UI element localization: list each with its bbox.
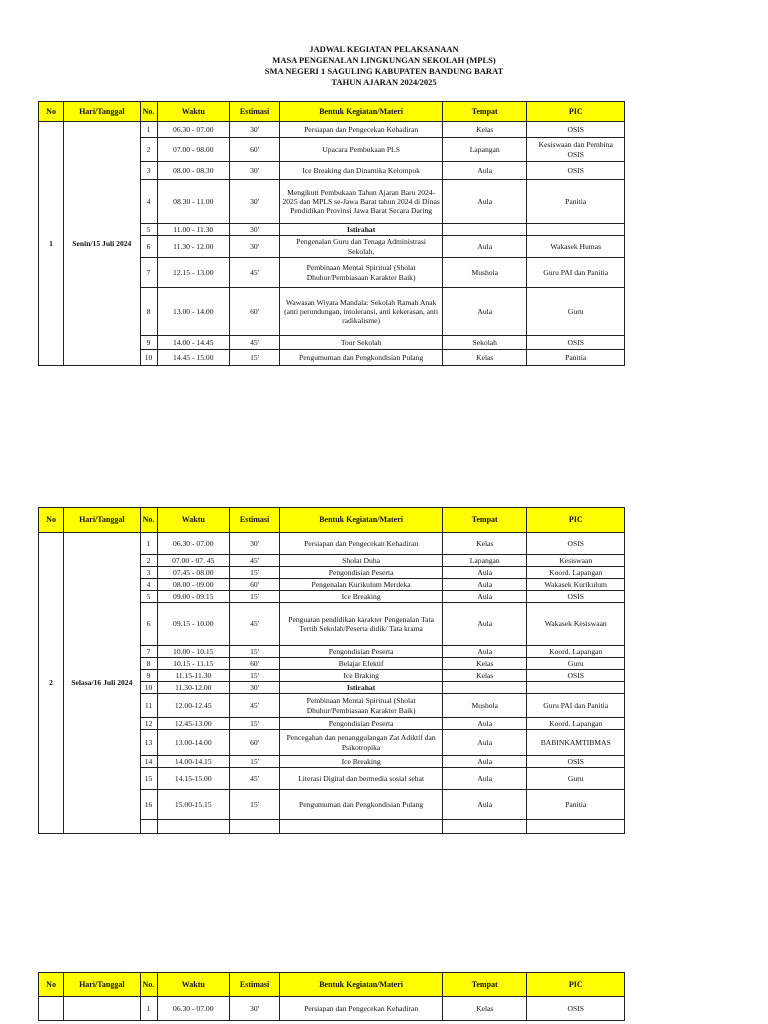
table-row bbox=[39, 122, 625, 138]
row-number: 2 bbox=[140, 555, 157, 567]
duration: 60' bbox=[229, 138, 279, 162]
time-range: 14.00 - 14.45 bbox=[157, 336, 229, 350]
empty-cell bbox=[527, 820, 625, 834]
duration: 60' bbox=[229, 658, 279, 670]
row-number: 15 bbox=[140, 768, 157, 790]
activity: Pengenalan Guru dan Tenaga Administrasi Sekolah, bbox=[280, 236, 443, 258]
location: Lapangan bbox=[443, 555, 527, 567]
person-in-charge: Guru bbox=[527, 768, 625, 790]
person-in-charge bbox=[527, 224, 625, 236]
time-range: 11.15-11.30 bbox=[157, 670, 229, 682]
header-kegiatan: Bentuk Kegiatan/Materi bbox=[280, 508, 443, 533]
row-number: 4 bbox=[140, 180, 157, 224]
person-in-charge: OSIS bbox=[527, 997, 625, 1021]
activity: Pengenalan Kurikulum Merdeka bbox=[280, 579, 443, 591]
day-date: Selasa/16 Juli 2024 bbox=[64, 533, 140, 834]
location bbox=[443, 224, 527, 236]
row-number: 8 bbox=[140, 658, 157, 670]
activity: Istirahat bbox=[280, 682, 443, 694]
person-in-charge: Wakasek Kurikulum bbox=[527, 579, 625, 591]
person-in-charge: Koord. Lapangan bbox=[527, 567, 625, 579]
time-range: 13.00-14.00 bbox=[157, 730, 229, 756]
activity: Literasi Digital dan bermedia sosial sehat bbox=[280, 768, 443, 790]
time-range: 10.15 - 11.15 bbox=[157, 658, 229, 670]
duration: 15' bbox=[229, 756, 279, 768]
location: Kelas bbox=[443, 670, 527, 682]
duration: 15' bbox=[229, 591, 279, 603]
row-number: 9 bbox=[140, 670, 157, 682]
activity: Pengumuman dan Pengkondisian Pulang bbox=[280, 350, 443, 366]
row-number: 11 bbox=[140, 694, 157, 718]
duration: 45' bbox=[229, 336, 279, 350]
location: Kelas bbox=[443, 997, 527, 1021]
duration: 30' bbox=[229, 682, 279, 694]
activity: Pembinaan Mentai Spiritual (Sholat Dhuhur/Pembiasaan Karakter Baik) bbox=[280, 694, 443, 718]
day-date bbox=[64, 997, 140, 1021]
duration: 45' bbox=[229, 555, 279, 567]
duration: 30' bbox=[229, 224, 279, 236]
activity: Ice Breaking bbox=[280, 756, 443, 768]
time-range: 11.30 - 12.00 bbox=[157, 236, 229, 258]
header-pic: PIC bbox=[527, 973, 625, 997]
row-number: 4 bbox=[140, 579, 157, 591]
header-no: No bbox=[39, 508, 64, 533]
activity: Ice Braking bbox=[280, 670, 443, 682]
row-number: 13 bbox=[140, 730, 157, 756]
title-line-2: MASA PENGENALAN LINGKUNGAN SEKOLAH (MPLS) bbox=[272, 55, 496, 65]
location: Aula bbox=[443, 790, 527, 820]
row-number: 1 bbox=[140, 122, 157, 138]
header-kegiatan: Bentuk Kegiatan/Materi bbox=[280, 973, 443, 997]
activity: Ice Breaking bbox=[280, 591, 443, 603]
person-in-charge: Guru bbox=[527, 658, 625, 670]
person-in-charge: OSIS bbox=[527, 122, 625, 138]
header-nr: No. bbox=[140, 973, 157, 997]
header-kegiatan: Bentuk Kegiatan/Materi bbox=[280, 102, 443, 122]
duration: 30' bbox=[229, 180, 279, 224]
row-number: 7 bbox=[140, 258, 157, 288]
time-range: 09.00 - 09.15 bbox=[157, 591, 229, 603]
location: Kelas bbox=[443, 122, 527, 138]
location: Sekolah bbox=[443, 336, 527, 350]
location: Aula bbox=[443, 567, 527, 579]
table-header-row bbox=[39, 973, 625, 997]
row-number: 6 bbox=[140, 603, 157, 646]
duration: 15' bbox=[229, 670, 279, 682]
header-estimasi: Estimasi bbox=[229, 973, 279, 997]
person-in-charge: OSIS bbox=[527, 162, 625, 180]
activity: Pengondisian Peserta bbox=[280, 718, 443, 730]
time-range: 12.45-13.00 bbox=[157, 718, 229, 730]
empty-cell bbox=[280, 820, 443, 834]
duration: 60' bbox=[229, 288, 279, 336]
location: Aula bbox=[443, 756, 527, 768]
person-in-charge: Guru PAI dan Panitia bbox=[527, 694, 625, 718]
activity: Pengondisian Peserta bbox=[280, 567, 443, 579]
time-range: 14.15-15.00 bbox=[157, 768, 229, 790]
activity: Pengondisian Peserta bbox=[280, 646, 443, 658]
header-waktu: Waktu bbox=[157, 102, 229, 122]
activity: Pembinaan Mentai Spiritual (Sholat Dhuhur/Pembiasaan Karakter Baik) bbox=[280, 258, 443, 288]
time-range: 09.15 - 10.00 bbox=[157, 603, 229, 646]
header-tempat: Tempat bbox=[443, 102, 527, 122]
header-nr: No. bbox=[140, 508, 157, 533]
header-estimasi: Estimasi bbox=[229, 508, 279, 533]
duration: 60' bbox=[229, 730, 279, 756]
activity: Pencegahan dan penanggulangan Zat Adiktif dan Psikotropika bbox=[280, 730, 443, 756]
empty-cell bbox=[140, 820, 157, 834]
person-in-charge: Panitia bbox=[527, 790, 625, 820]
duration: 15' bbox=[229, 350, 279, 366]
time-range: 08.00 - 08.30 bbox=[157, 162, 229, 180]
day-number bbox=[39, 997, 64, 1021]
table-header-row bbox=[39, 508, 625, 533]
title-line-4: TAHUN AJARAN 2024/2025 bbox=[331, 77, 437, 87]
location: Kelas bbox=[443, 350, 527, 366]
time-range: 14.00-14.15 bbox=[157, 756, 229, 768]
row-number: 2 bbox=[140, 138, 157, 162]
row-number: 3 bbox=[140, 162, 157, 180]
person-in-charge: Koord. Lapangan bbox=[527, 646, 625, 658]
duration: 30' bbox=[229, 997, 279, 1021]
table-header-row bbox=[39, 102, 625, 122]
activity: Persiapan dan Pengecekan Kehadiran bbox=[280, 997, 443, 1021]
person-in-charge: OSIS bbox=[527, 591, 625, 603]
header-pic: PIC bbox=[527, 102, 625, 122]
day-date: Senin/15 Juli 2024 bbox=[64, 122, 140, 366]
duration: 45' bbox=[229, 258, 279, 288]
location: Aula bbox=[443, 768, 527, 790]
row-number: 3 bbox=[140, 567, 157, 579]
row-number: 1 bbox=[140, 997, 157, 1021]
duration: 30' bbox=[229, 162, 279, 180]
header-day: Hari/Tanggal bbox=[64, 973, 140, 997]
row-number: 10 bbox=[140, 682, 157, 694]
duration: 60' bbox=[229, 579, 279, 591]
location: Aula bbox=[443, 646, 527, 658]
header-estimasi: Estimasi bbox=[229, 102, 279, 122]
location: Lapangan bbox=[443, 138, 527, 162]
location: Mushola bbox=[443, 694, 527, 718]
time-range: 06.30 - 07.00 bbox=[157, 122, 229, 138]
row-number: 10 bbox=[140, 350, 157, 366]
row-number: 1 bbox=[140, 533, 157, 555]
row-number: 5 bbox=[140, 591, 157, 603]
row-number: 9 bbox=[140, 336, 157, 350]
duration: 15' bbox=[229, 646, 279, 658]
time-range: 15.00-15.15 bbox=[157, 790, 229, 820]
person-in-charge: Kesiswaan dan Pembina OSIS bbox=[527, 138, 625, 162]
schedule-table-day-3 bbox=[38, 972, 625, 1021]
activity: Wawasan Wiyata Mandala: Sekolah Ramah Anak (anti perundungan, intoleransi, anti kekerasan, anti radikalisme) bbox=[280, 288, 443, 336]
time-range: 07.00 - 07. 45 bbox=[157, 555, 229, 567]
header-day: Hari/Tanggal bbox=[64, 508, 140, 533]
document-title bbox=[0, 44, 768, 88]
activity: Tour Sekolah bbox=[280, 336, 443, 350]
schedule-table-day-2 bbox=[38, 507, 625, 834]
header-nr: No. bbox=[140, 102, 157, 122]
title-line-1: JADWAL KEGIATAN PELAKSANAAN bbox=[309, 44, 459, 54]
activity: Upacara Pembukaan PLS bbox=[280, 138, 443, 162]
duration: 45' bbox=[229, 694, 279, 718]
time-range: 12.00-12.45 bbox=[157, 694, 229, 718]
header-waktu: Waktu bbox=[157, 973, 229, 997]
row-number: 12 bbox=[140, 718, 157, 730]
location: Aula bbox=[443, 591, 527, 603]
activity: Persiapan dan Pengecekan Kehadiran bbox=[280, 122, 443, 138]
time-range: 11.30-12.00 bbox=[157, 682, 229, 694]
location: Mushola bbox=[443, 258, 527, 288]
activity: Ice Breaking dan Dinamika Kelompok bbox=[280, 162, 443, 180]
duration: 30' bbox=[229, 533, 279, 555]
person-in-charge: OSIS bbox=[527, 670, 625, 682]
row-number: 5 bbox=[140, 224, 157, 236]
location: Aula bbox=[443, 603, 527, 646]
location bbox=[443, 682, 527, 694]
row-number: 7 bbox=[140, 646, 157, 658]
duration: 45' bbox=[229, 768, 279, 790]
title-line-3: SMA NEGERI 1 SAGULING KABUPATEN BANDUNG BARAT bbox=[264, 66, 504, 76]
duration: 15' bbox=[229, 718, 279, 730]
activity: Belajar Efektif bbox=[280, 658, 443, 670]
time-range: 10.00 - 10.15 bbox=[157, 646, 229, 658]
header-waktu: Waktu bbox=[157, 508, 229, 533]
time-range: 08.30 - 11.00 bbox=[157, 180, 229, 224]
location: Aula bbox=[443, 162, 527, 180]
table-row bbox=[39, 997, 625, 1021]
header-tempat: Tempat bbox=[443, 973, 527, 997]
location: Aula bbox=[443, 288, 527, 336]
duration: 45' bbox=[229, 603, 279, 646]
day-number: 2 bbox=[39, 533, 64, 834]
header-no: No bbox=[39, 973, 64, 997]
activity: Istirahat bbox=[280, 224, 443, 236]
time-range: 06.30 - 07.00 bbox=[157, 997, 229, 1021]
person-in-charge: Koord. Lapangan bbox=[527, 718, 625, 730]
time-range: 11.00 - 11.30 bbox=[157, 224, 229, 236]
duration: 15' bbox=[229, 790, 279, 820]
person-in-charge: OSIS bbox=[527, 533, 625, 555]
location: Kelas bbox=[443, 533, 527, 555]
empty-cell bbox=[443, 820, 527, 834]
person-in-charge: Guru PAI dan Panitia bbox=[527, 258, 625, 288]
duration: 30' bbox=[229, 122, 279, 138]
activity: Mengikuti Pembukaan Tahun Ajaran Baru 2024- 2025 dan MPLS se-Jawa Barat tahun 2024 di Dinas Pendidikan Provinsi Jawa Barat Secara Daring bbox=[280, 180, 443, 224]
person-in-charge: Wakasek Kesiswaan bbox=[527, 603, 625, 646]
person-in-charge: Wakasek Humas bbox=[527, 236, 625, 258]
location: Aula bbox=[443, 730, 527, 756]
day-number: 1 bbox=[39, 122, 64, 366]
activity: Persiapan dan Pengecekan Kehadiran bbox=[280, 533, 443, 555]
row-number: 16 bbox=[140, 790, 157, 820]
location: Aula bbox=[443, 579, 527, 591]
person-in-charge: BABINKAMTIBMAS bbox=[527, 730, 625, 756]
person-in-charge: OSIS bbox=[527, 756, 625, 768]
header-tempat: Tempat bbox=[443, 508, 527, 533]
person-in-charge: Kesiswaan bbox=[527, 555, 625, 567]
empty-cell bbox=[229, 820, 279, 834]
location: Aula bbox=[443, 180, 527, 224]
header-pic: PIC bbox=[527, 508, 625, 533]
activity: Penguatan pendidikan karakter Pengenalan Tata Tertib Sekolah/Peserta didik/ Tata krama bbox=[280, 603, 443, 646]
row-number: 8 bbox=[140, 288, 157, 336]
person-in-charge: OSIS bbox=[527, 336, 625, 350]
duration: 15' bbox=[229, 567, 279, 579]
time-range: 07.00 - 08.00 bbox=[157, 138, 229, 162]
schedule-table-day-1 bbox=[38, 101, 625, 366]
time-range: 14.45 - 15.00 bbox=[157, 350, 229, 366]
duration: 30' bbox=[229, 236, 279, 258]
row-number: 14 bbox=[140, 756, 157, 768]
empty-cell bbox=[157, 820, 229, 834]
location: Aula bbox=[443, 718, 527, 730]
header-no: No bbox=[39, 102, 64, 122]
person-in-charge bbox=[527, 682, 625, 694]
person-in-charge: Guru bbox=[527, 288, 625, 336]
time-range: 08.00 - 09.00 bbox=[157, 579, 229, 591]
time-range: 13.00 - 14.00 bbox=[157, 288, 229, 336]
table-row bbox=[39, 533, 625, 555]
header-day: Hari/Tanggal bbox=[64, 102, 140, 122]
time-range: 06.30 - 07.00 bbox=[157, 533, 229, 555]
person-in-charge: Panitia bbox=[527, 350, 625, 366]
person-in-charge: Panitia bbox=[527, 180, 625, 224]
row-number: 6 bbox=[140, 236, 157, 258]
time-range: 12.15 - 13.00 bbox=[157, 258, 229, 288]
activity: Pengumuman dan Pengkondisian Pulang bbox=[280, 790, 443, 820]
location: Kelas bbox=[443, 658, 527, 670]
time-range: 07.45 - 08.00 bbox=[157, 567, 229, 579]
location: Aula bbox=[443, 236, 527, 258]
activity: Sholat Duha bbox=[280, 555, 443, 567]
